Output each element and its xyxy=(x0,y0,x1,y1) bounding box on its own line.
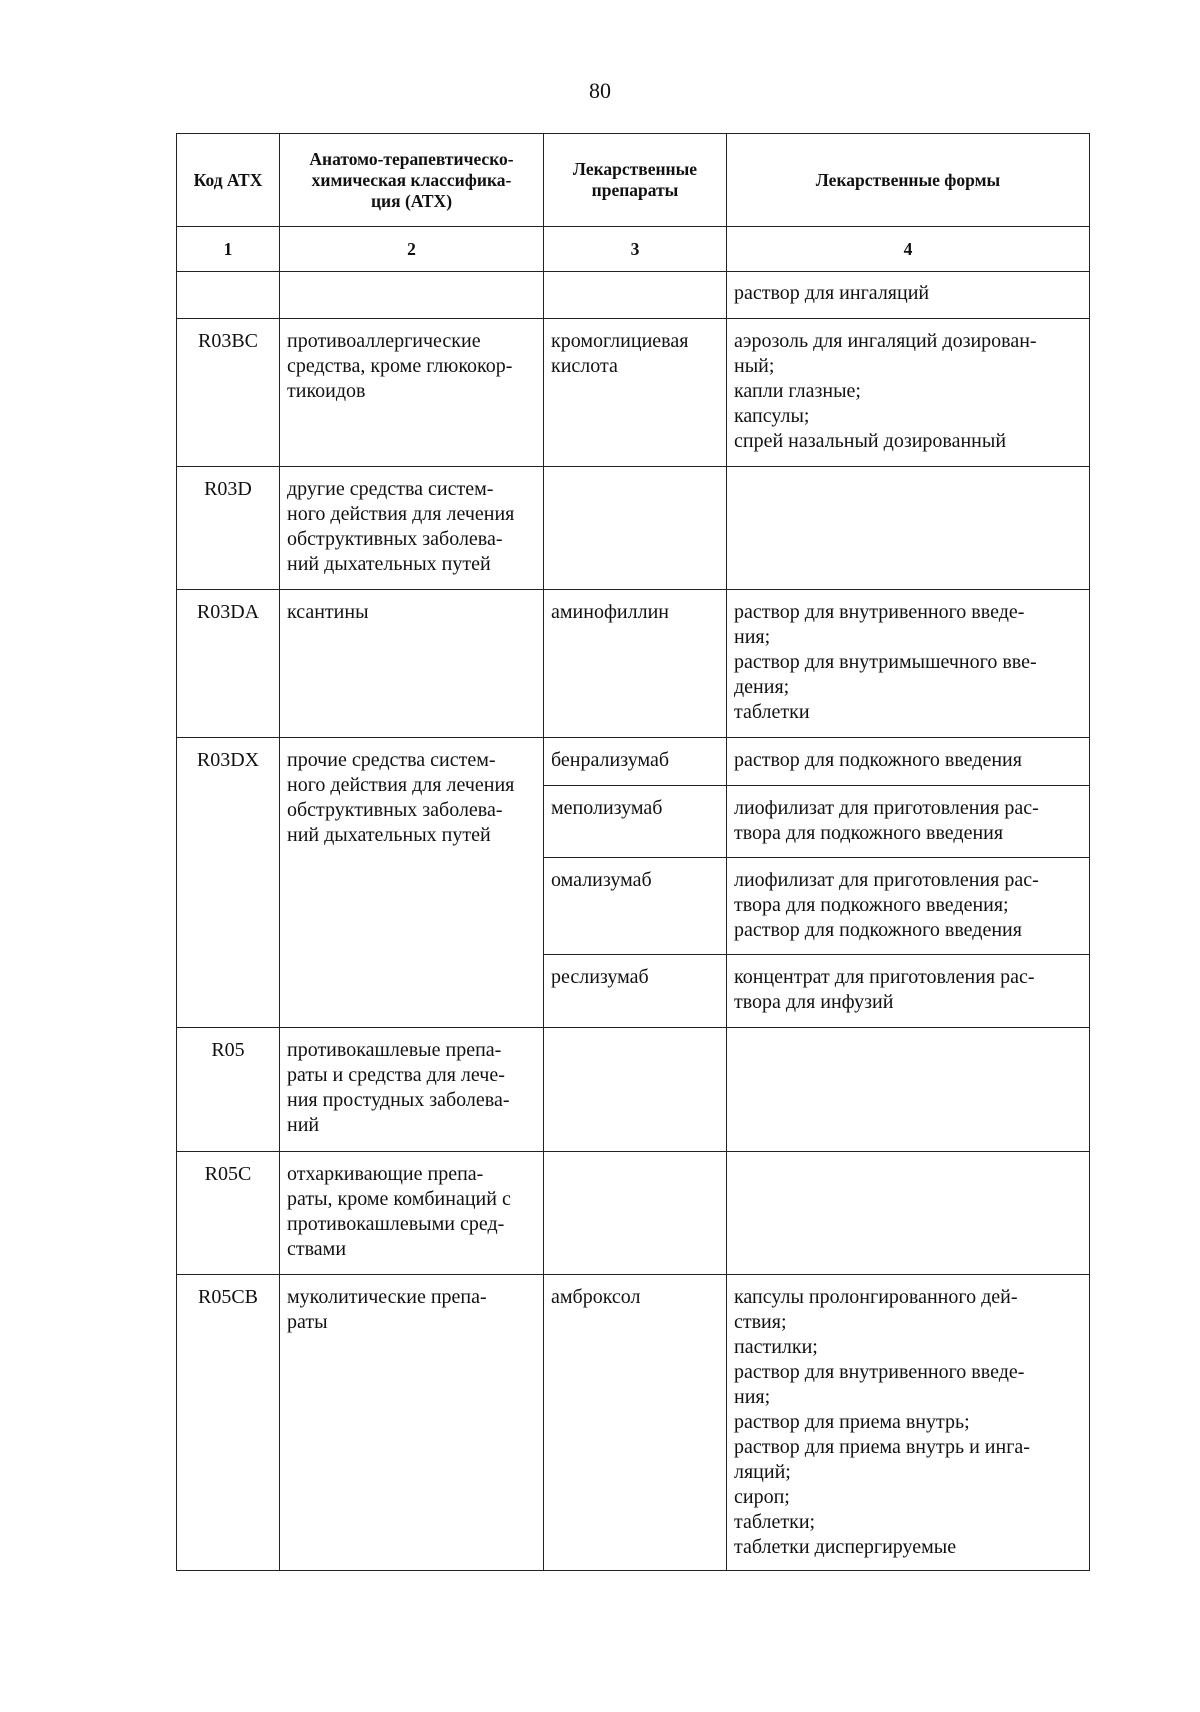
drug-cell xyxy=(544,1152,727,1275)
column-number: 3 xyxy=(544,227,727,272)
dosage-forms-cell: капсулы пролонгированного дей- ствия; пастилки; раствор для внутривенного введе- ния; раствор для приема внутрь; раствор для приема внутрь и инга- ляций; сироп; таблетки; таблетки диспергируемые xyxy=(727,1275,1090,1571)
atc-code-cell: R05 xyxy=(177,1028,280,1152)
header-atc-classification: Анатомо-терапевтическо- химическая классифика- ция (АТХ) xyxy=(280,134,544,227)
drug-cell xyxy=(544,1028,727,1152)
classification-cell: противокашлевые препа- раты и средства для лече- ния простудных заболева- ний xyxy=(280,1028,544,1152)
dosage-forms-cell: аэрозоль для ингаляций дозирован- ный; капли глазные; капсулы; спрей назальный дозированный xyxy=(727,319,1090,467)
table-row xyxy=(177,467,1090,590)
page-number: 80 xyxy=(589,78,611,103)
dosage-forms-cell xyxy=(727,467,1090,590)
table-row xyxy=(177,1275,1090,1571)
drug-cell: меполизумаб xyxy=(544,786,727,858)
drug-cell: кромоглициевая кислота xyxy=(544,319,727,467)
atc-code-cell: R03DX xyxy=(177,738,280,1028)
dosage-forms-cell: лиофилизат для приготовления рас- твора для подкожного введения; раствор для подкожного введения xyxy=(727,858,1090,955)
atc-code-cell: R03D xyxy=(177,467,280,590)
table-row xyxy=(177,319,1090,467)
table-header-row xyxy=(177,134,1090,227)
table-row xyxy=(177,272,1090,319)
dosage-forms-cell: раствор для внутривенного введе- ния; раствор для внутримышечного вве- дения; таблетки xyxy=(727,590,1090,738)
column-number: 1 xyxy=(177,227,280,272)
classification-cell: противоаллергические средства, кроме глюкокор- тикоидов xyxy=(280,319,544,467)
drug-cell: аминофиллин xyxy=(544,590,727,738)
atc-code-cell xyxy=(177,272,280,319)
header-dosage-forms: Лекарственные формы xyxy=(727,134,1090,227)
dosage-forms-cell: лиофилизат для приготовления рас- твора для подкожного введения xyxy=(727,786,1090,858)
dosage-forms-cell xyxy=(727,1152,1090,1275)
drug-cell xyxy=(544,467,727,590)
classification-cell: прочие средства систем- ного действия для лечения обструктивных заболева- ний дыхательных путей xyxy=(280,738,544,1028)
table-row xyxy=(177,1152,1090,1275)
column-number-row xyxy=(177,227,1090,272)
column-number: 2 xyxy=(280,227,544,272)
dosage-forms-cell: раствор для подкожного введения xyxy=(727,738,1090,786)
table-row xyxy=(177,1028,1090,1152)
atc-code-cell: R03DA xyxy=(177,590,280,738)
dosage-forms-cell: концентрат для приготовления рас- твора для инфузий xyxy=(727,955,1090,1028)
header-drugs: Лекарственные препараты xyxy=(544,134,727,227)
classification-cell xyxy=(280,272,544,319)
classification-cell: муколитические препа- раты xyxy=(280,1275,544,1571)
header-atc-code: Код АТХ xyxy=(177,134,280,227)
drug-cell: бенрализумаб xyxy=(544,738,727,786)
drug-cell: омализумаб xyxy=(544,858,727,955)
atc-table xyxy=(176,133,1090,1571)
dosage-forms-cell xyxy=(727,1028,1090,1152)
classification-cell: другие средства систем- ного действия для лечения обструктивных заболева- ний дыхательных путей xyxy=(280,467,544,590)
atc-code-cell: R05CB xyxy=(177,1275,280,1571)
classification-cell: ксантины xyxy=(280,590,544,738)
table-row xyxy=(177,590,1090,738)
drug-cell xyxy=(544,272,727,319)
table-row xyxy=(177,738,1090,786)
dosage-forms-cell: раствор для ингаляций xyxy=(727,272,1090,319)
atc-code-cell: R03BC xyxy=(177,319,280,467)
classification-cell: отхаркивающие препа- раты, кроме комбинаций с противокашлевыми сред- ствами xyxy=(280,1152,544,1275)
atc-code-cell: R05C xyxy=(177,1152,280,1275)
drug-cell: реслизумаб xyxy=(544,955,727,1028)
column-number: 4 xyxy=(727,227,1090,272)
drug-cell: амброксол xyxy=(544,1275,727,1571)
